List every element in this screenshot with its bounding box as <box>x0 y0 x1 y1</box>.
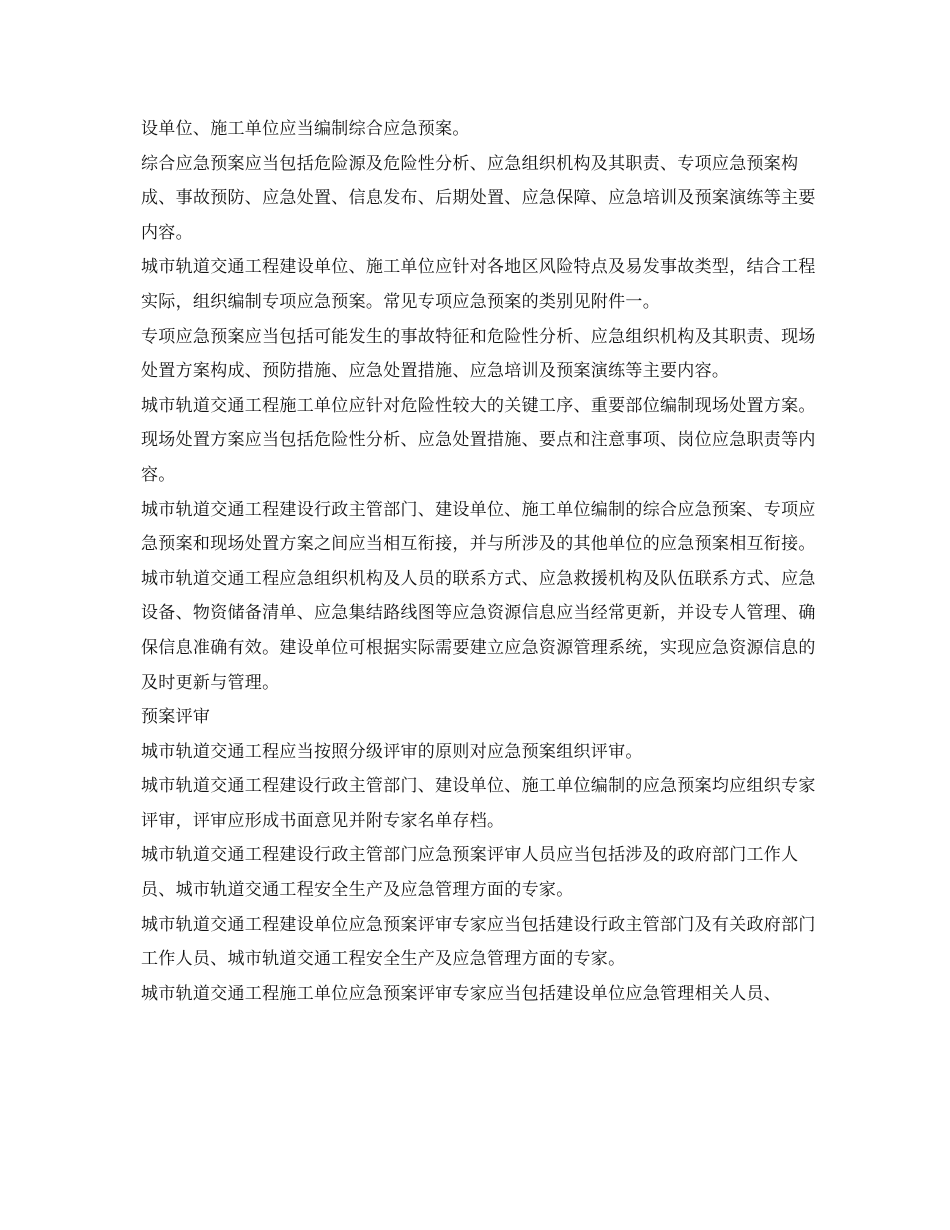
paragraph: 城市轨道交通工程应急组织机构及人员的联系方式、应急救援机构及队伍联系方式、应急设备、物资储备清单、应急集结路线图等应急资源信息应当经常更新，并设专人管理、确保信息准确有效。建设单位可根据实际需要建立应急资源管理系统，实现应急资源信息的及时更新与管理。 <box>141 568 816 693</box>
paragraph: 现场处置方案应当包括危险性分析、应急处置措施、要点和注意事项、岗位应急职责等内容。 <box>141 430 816 485</box>
paragraph: 城市轨道交通工程应当按照分级评审的原则对应急预案组织评审。 <box>141 741 643 762</box>
paragraph: 专项应急预案应当包括可能发生的事故特征和危险性分析、应急组织机构及其职责、现场处置方案构成、预防措施、应急处置措施、应急培训及预案演练等主要内容。 <box>141 326 816 382</box>
paragraph: 设单位、施工单位应当编制综合应急预案。 <box>141 119 470 139</box>
paragraph: 城市轨道交通工程建设行政主管部门、建设单位、施工单位编制的应急预案均应组织专家评审，评审应形成书面意见并附专家名单存档。 <box>141 776 816 831</box>
paragraph: 综合应急预案应当包括危险源及危险性分析、应急组织机构及其职责、专项应急预案构成、事故预防、应急处置、信息发布、后期处置、应急保障、应急培训及预案演练等主要内容。 <box>141 153 816 243</box>
paragraph: 城市轨道交通工程施工单位应急预案评审专家应当包括建设单位应急管理相关人员、 <box>141 983 782 1004</box>
paragraph: 城市轨道交通工程施工单位应针对危险性较大的关键工序、重要部位编制现场处置方案。 <box>141 395 816 416</box>
paragraph: 城市轨道交通工程建设行政主管部门应急预案评审人员应当包括涉及的政府部门工作人员、城市轨道交通工程安全生产及应急管理方面的专家。 <box>141 845 799 901</box>
paragraph: 城市轨道交通工程建设行政主管部门、建设单位、施工单位编制的综合应急预案、专项应急预案和现场处置方案之间应当相互衔接，并与所涉及的其他单位的应急预案相互衔接。 <box>141 499 816 555</box>
paragraph: 城市轨道交通工程建设单位、施工单位应针对各地区风险特点及易发事故类型，结合工程实际，组织编制专项应急预案。常见专项应急预案的类别见附件一。 <box>141 257 816 312</box>
paragraph: 城市轨道交通工程建设单位应急预案评审专家应当包括建设行政主管部门及有关政府部门工作人员、城市轨道交通工程安全生产及应急管理方面的专家。 <box>141 914 816 970</box>
section-heading: 预案评审 <box>141 707 211 728</box>
document-body <box>141 112 831 1011</box>
